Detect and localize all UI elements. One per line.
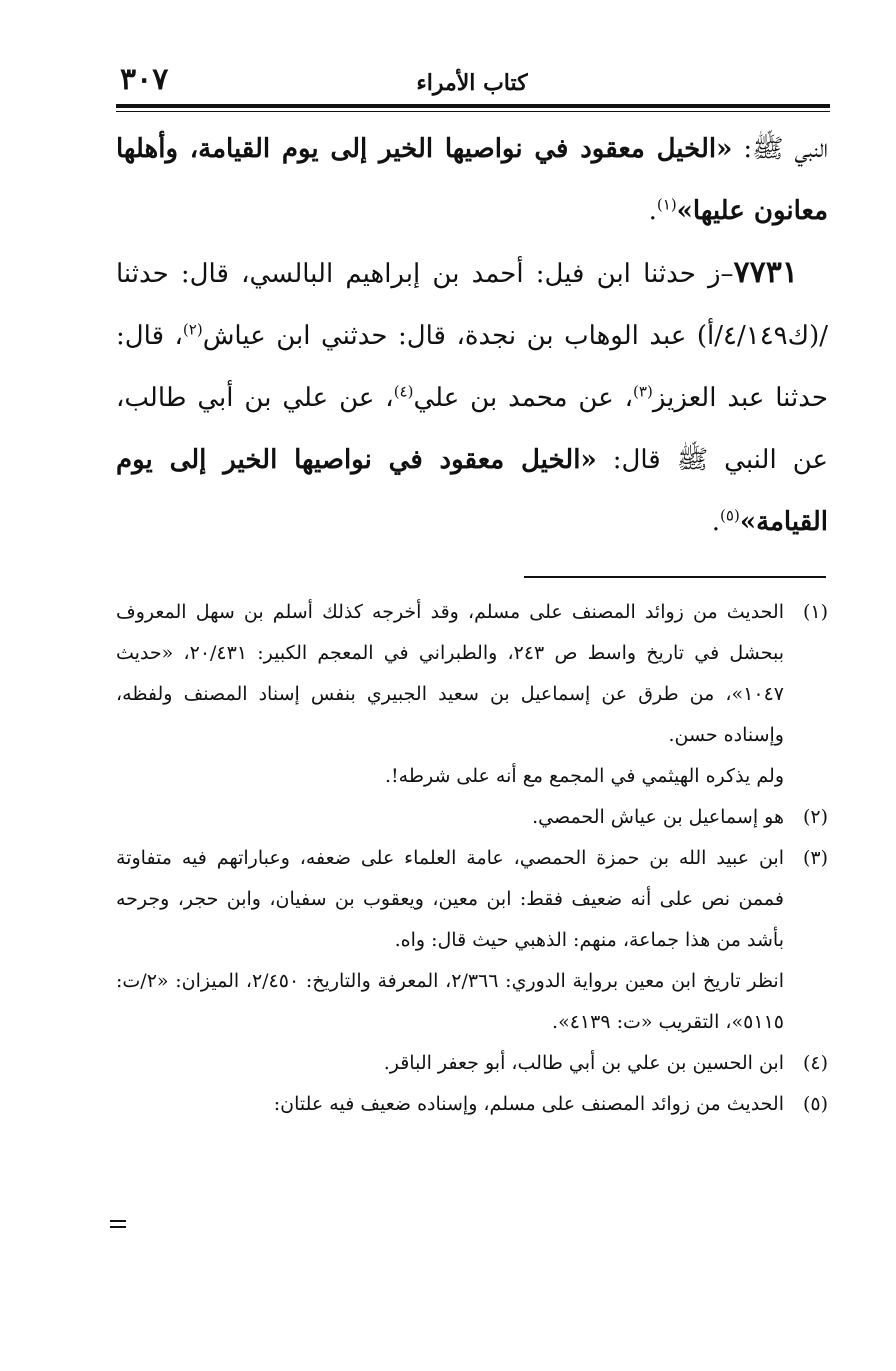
footnote-text: الحديث من زوائد المصنف على مسلم، وقد أخرجه كذلك أسلم بن سهل المعروف ببحشل في تاريخ واسط ص ٢٤٣، والطبراني في المعجم الكبير: ٢٠/٤٣١، «حديث ١٠٤٧»، من طرق عن إسماعيل بن سعيد الجبيري بنفس إسناد المصنف ولفظه، وإسناده حسن.	[116, 601, 784, 746]
footnote-number: (٤)	[802, 1052, 828, 1074]
footnote-ref-1: (١)	[656, 195, 677, 214]
footnote-body	[116, 1084, 784, 1125]
footnote	[116, 592, 828, 797]
para1-intro: النبي ﷺ:	[732, 134, 828, 164]
footnote	[116, 1084, 828, 1125]
para2-text-4: ، عن علي بن أبي طالب، عن النبي ﷺ قال:	[116, 383, 828, 475]
footnote-ref-2: (٢)	[182, 320, 203, 339]
para2-text-3: ، عن محمد بن علي	[413, 383, 634, 413]
footnote	[116, 838, 828, 1043]
footnote-body	[116, 1043, 784, 1084]
footnote-text: انظر تاريخ ابن معين برواية الدوري: ٢/٣٦٦، المعرفة والتاريخ: ٢/٤٥٠، الميزان: «٢/ت: ٥١١٥»، التقريب «ت: ٤١٣٩».	[116, 970, 784, 1033]
paragraph-2	[116, 242, 828, 553]
page-number: ٣٠٧	[120, 62, 169, 97]
main-text	[116, 118, 828, 553]
footnote-body	[116, 592, 784, 797]
footnote-body	[116, 838, 784, 1043]
header-rule-thick	[116, 104, 830, 108]
footnote-text: الحديث من زوائد المصنف على مسلم، وإسناده ضعيف فيه علتان:	[273, 1093, 784, 1115]
running-title: كتاب الأمراء	[416, 70, 528, 96]
continuation-mark	[110, 1220, 126, 1232]
page-header	[116, 62, 828, 102]
footnotes	[116, 592, 828, 1125]
footnote-number: (٢)	[802, 806, 828, 828]
para1-end: .	[648, 196, 657, 226]
footnote-ref-4: (٤)	[393, 382, 414, 401]
continuation-mark-line	[110, 1220, 126, 1222]
footnote-text: هو إسماعيل بن عياش الحمصي.	[532, 806, 784, 828]
footnote-text: ولم يذكره الهيثمي في المجمع مع أنه على شرطه!.	[384, 765, 784, 787]
footnote-number: (٥)	[802, 1093, 828, 1115]
footnote-text: ابن الحسين بن علي بن أبي طالب، أبو جعفر الباقر.	[383, 1052, 784, 1074]
footnote-ref-3: (٣)	[633, 382, 653, 401]
para1-bold-quote: «الخيل معقود في نواصيها الخير إلى يوم القيامة، وأهلها معانون عليها»	[116, 134, 828, 226]
footnote-ref-5: (٥)	[720, 506, 740, 525]
para2-text-1: –ز حدثنا ابن فيل: أحمد بن إبراهيم البالسي، قال: حدثنا /(ك٤/١٤٩/أ) عبد الوهاب بن نجدة، قال: حدثني ابن عياش	[116, 259, 828, 351]
para2-text-2: ، قال: حدثنا عبد العزيز	[116, 321, 828, 413]
hadith-number: ٧٧٣١	[733, 255, 798, 290]
para2-end: .	[711, 507, 721, 537]
footnote-number: (١)	[802, 601, 828, 623]
footnote	[116, 797, 828, 838]
footnote-separator	[524, 576, 826, 578]
footnote-text: ابن عبيد الله بن حمزة الحمصي، عامة العلماء على ضعفه، وعباراتهم فيه متفاوتة فممن نص على أنه ضعيف فقط: ابن معين، ويعقوب بن سفيان، وابن حجر، وجرحه بأشد من هذا جماعة، منهم: الذهبي حيث قال: واه.	[116, 847, 784, 951]
para2-bold-quote: «الخيل معقود في نواصيها الخير إلى يوم القيامة»	[116, 445, 828, 537]
header-rule-thin	[116, 111, 830, 112]
footnote-body	[116, 797, 784, 838]
footnote-number: (٣)	[802, 847, 828, 869]
paragraph-1	[116, 118, 828, 242]
continuation-mark-line	[110, 1226, 126, 1228]
footnote	[116, 1043, 828, 1084]
